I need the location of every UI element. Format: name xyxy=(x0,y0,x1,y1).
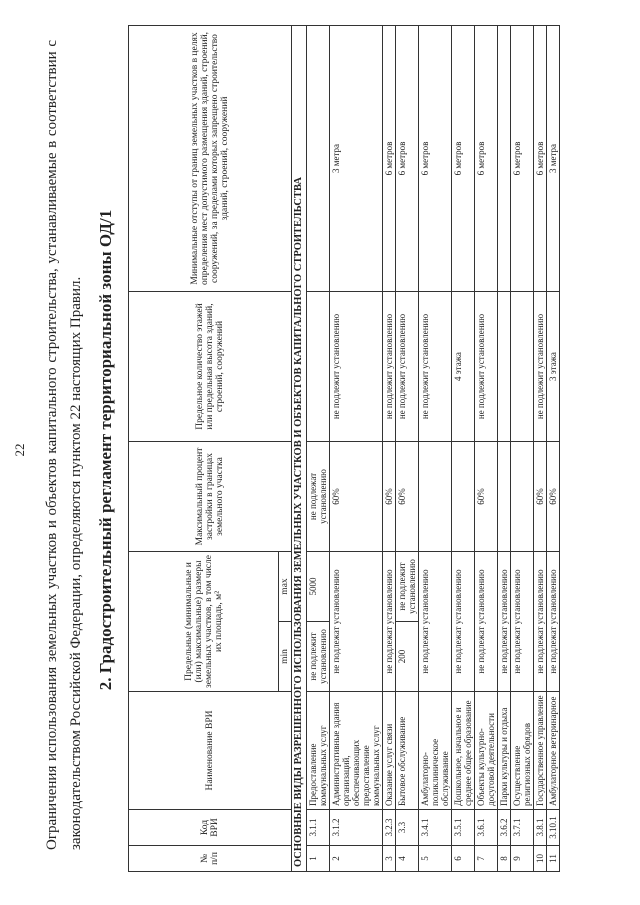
cell-code: 3.5.1 xyxy=(452,810,475,846)
cell-density: не подлежат установлению xyxy=(307,442,330,552)
cell-setback: 6 метров xyxy=(534,26,547,292)
cell-area-min: не подлежат установлению xyxy=(534,552,547,692)
table-row xyxy=(547,26,560,872)
cell-area-min: не подлежат установлению xyxy=(547,552,560,692)
cell-name: Бытовое обслуживание xyxy=(396,692,419,810)
cell-code: 3.3 xyxy=(396,810,419,846)
cell-num: 1 xyxy=(307,846,330,872)
cell-num: 11 xyxy=(547,846,560,872)
cell-density xyxy=(498,442,511,552)
table-row xyxy=(452,26,475,872)
table-row xyxy=(307,26,330,872)
cell-code: 3.2.3 xyxy=(383,810,396,846)
table-row xyxy=(498,26,511,872)
section-title-row: ОСНОВНЫЕ ВИДЫ РАЗРЕШЕННОГО ИСПОЛЬЗОВАНИЯ ЗЕМЕЛЬНЫХ УЧАСТКОВ И ОБЪЕКТОВ КАПИТАЛЬНОГО СТРОИТЕЛЬСТВА xyxy=(292,26,307,872)
cell-setback: 6 метров xyxy=(452,26,475,292)
cell-floors: 4 этажа xyxy=(452,292,475,442)
cell-setback: 6 метров xyxy=(396,26,419,292)
cell-name: Амбулаторно-поликлиническое обслуживание xyxy=(419,692,452,810)
cell-floors: не подлежит установлению xyxy=(383,292,396,442)
cell-area-min: не подлежат установлению xyxy=(498,552,511,692)
cell-floors: не подлежит установлению xyxy=(396,292,419,442)
cell-name: Объекты культурно-досуговой деятельности xyxy=(475,692,498,810)
cell-code: 3.6.1 xyxy=(475,810,498,846)
cell-code: 3.7.1 xyxy=(511,810,534,846)
cell-floors xyxy=(498,292,511,442)
cell-name: Осуществление религиозных обрядов xyxy=(511,692,534,810)
cell-name: Дошкольное, начальное и среднее общее образование xyxy=(452,692,475,810)
col-code-header: Код ВРИ xyxy=(129,810,292,846)
cell-density: 60% xyxy=(396,442,419,552)
cell-density: 60% xyxy=(330,442,383,552)
cell-area-min: не подлежат установлению xyxy=(419,552,452,692)
cell-code: 3.4.1 xyxy=(419,810,452,846)
cell-num: 7 xyxy=(475,846,498,872)
cell-floors: не подлежит установлению xyxy=(534,292,547,442)
cell-name: Государственное управление xyxy=(534,692,547,810)
col-min-header: min xyxy=(279,622,292,692)
cell-area-min: не подлежат установлению xyxy=(330,552,383,692)
intro-paragraph: Ограничения использования земельных участков и объектов капитального строительства, устанавливаемые в соответствии с законодательством Российской Федерации, определяются пунктом 22 настоящих Правил. xyxy=(44,40,84,850)
table-row xyxy=(475,26,498,872)
cell-density: 60% xyxy=(534,442,547,552)
cell-density xyxy=(419,442,452,552)
cell-area-min: не подлежат установлению xyxy=(383,552,396,692)
cell-setback: 6 метров xyxy=(475,26,498,292)
cell-density: 60% xyxy=(547,442,560,552)
cell-area-min: не подлежат установлению xyxy=(475,552,498,692)
cell-code: 3.1.1 xyxy=(307,810,330,846)
cell-num: 3 xyxy=(383,846,396,872)
cell-setback: 6 метров xyxy=(383,26,396,292)
cell-floors xyxy=(511,292,534,442)
col-num-header: № п/п xyxy=(129,846,292,872)
col-area-header: Предельные (минимальные и (или) максимальные) размеры земельных участков, в том числе их площадь, м² xyxy=(129,552,279,692)
cell-floors: 3 этажа xyxy=(547,292,560,442)
col-max-header: max xyxy=(279,552,292,622)
cell-density: 60% xyxy=(475,442,498,552)
cell-area-min: не подлежит установлению xyxy=(307,622,330,692)
cell-floors xyxy=(307,292,330,442)
col-setback-header: Минимальные отступы от границ земельных участков в целях определения мест допустимого размещения зданий, строений, сооружений, за пределами которых запрещено строительство зданий, строений, сооружений xyxy=(129,26,292,292)
table-row xyxy=(330,26,383,872)
cell-code: 3.1.2 xyxy=(330,810,383,846)
rotated-content xyxy=(10,20,610,880)
cell-density: 60% xyxy=(383,442,396,552)
cell-density xyxy=(452,442,475,552)
cell-floors: не подлежит установлению xyxy=(330,292,383,442)
page-number: 22 xyxy=(12,443,27,457)
cell-name: Парки культуры и отдыха xyxy=(498,692,511,810)
col-name-header: Наименование ВРИ xyxy=(129,692,292,810)
regulation-table xyxy=(128,25,560,872)
cell-num: 8 xyxy=(498,846,511,872)
cell-name: Административные здания организаций, обеспечивающих предоставление коммунальных услуг xyxy=(330,692,383,810)
cell-setback: 6 метров xyxy=(511,26,534,292)
cell-num: 9 xyxy=(511,846,534,872)
cell-num: 6 xyxy=(452,846,475,872)
cell-area-min: не подлежат установлению xyxy=(452,552,475,692)
cell-area-max: 5000 xyxy=(307,552,330,622)
cell-num: 5 xyxy=(419,846,452,872)
cell-name: Амбулаторное ветеринарное xyxy=(547,692,560,810)
table-row xyxy=(396,26,419,872)
cell-name: Оказание услуг связи xyxy=(383,692,396,810)
cell-area-min: 200 xyxy=(396,622,419,692)
cell-floors: не подлежит установлению xyxy=(419,292,452,442)
cell-num: 4 xyxy=(396,846,419,872)
cell-setback xyxy=(307,26,330,292)
table-row xyxy=(419,26,452,872)
col-floors-header: Предельное количество этажей или предельная высота зданий, строений, сооружений xyxy=(129,292,292,442)
table-row xyxy=(534,26,547,872)
cell-area-min: не подлежат установлению xyxy=(511,552,534,692)
cell-code: 3.6.2 xyxy=(498,810,511,846)
table-row xyxy=(511,26,534,872)
cell-name: Предоставление коммунальных услуг xyxy=(307,692,330,810)
cell-density xyxy=(511,442,534,552)
col-density-header: Максимальный процент застройки в границах земельного участка xyxy=(129,442,292,552)
cell-code: 3.10.1 xyxy=(547,810,560,846)
cell-setback: 3 метра xyxy=(547,26,560,292)
cell-area-max: не подлежит установлению xyxy=(396,552,419,622)
cell-setback: 3 метра xyxy=(330,26,383,292)
section-heading: 2. Градостроительный регламент территориальной зоны ОД/1 xyxy=(96,209,115,691)
cell-floors: не подлежит установлению xyxy=(475,292,498,442)
table-row xyxy=(383,26,396,872)
cell-num: 2 xyxy=(330,846,383,872)
cell-setback xyxy=(498,26,511,292)
cell-code: 3.8.1 xyxy=(534,810,547,846)
cell-num: 10 xyxy=(534,846,547,872)
cell-setback: 6 метров xyxy=(419,26,452,292)
